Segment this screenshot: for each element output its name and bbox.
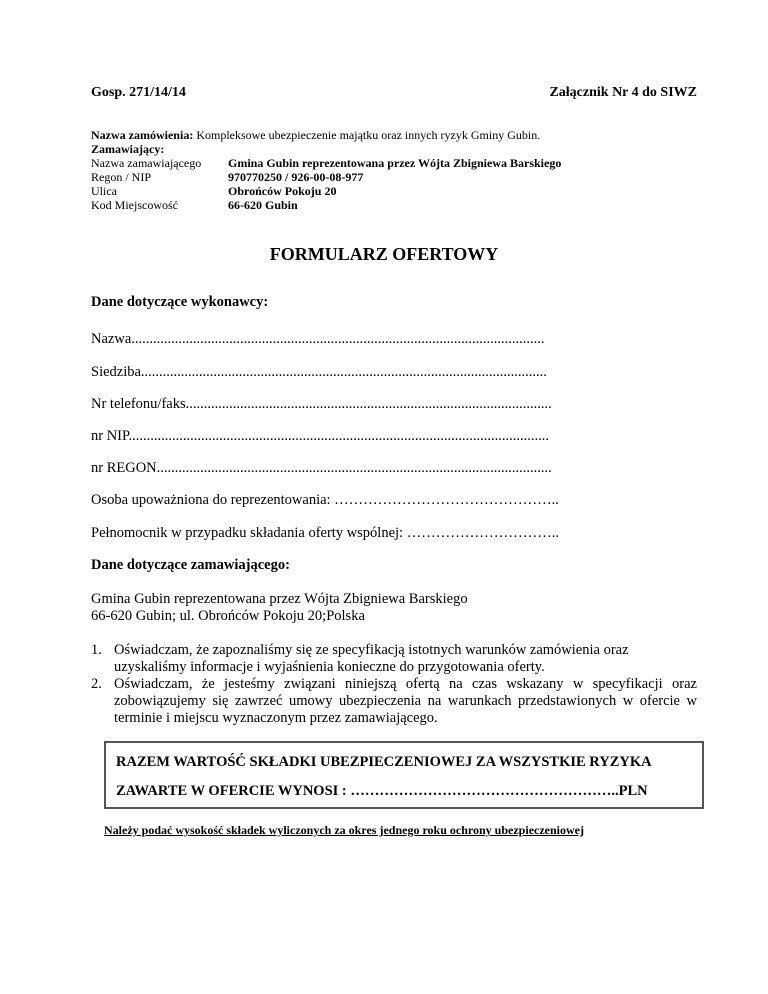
premium-note: Należy podać wysokość składek wyliczonych za okres jednego roku ochrony ubezpieczeniowej <box>104 823 584 837</box>
form-title: FORMULARZ OFERTOWY <box>269 244 499 264</box>
client-data-heading: Dane dotyczące zamawiającego: <box>91 557 290 573</box>
meta-key: Kod Miejscowość <box>91 198 178 212</box>
statement-text: Oświadczam, że zapoznaliśmy się ze specyfikacją istotnych warunków zamówienia oraz uzyskaliśmy informacje i wyjaśnienia konieczne do przygotowania oferty. <box>114 642 629 675</box>
meta-value: 970770250 / 926-00-08-977 <box>228 170 364 184</box>
meta-row-street <box>91 184 336 198</box>
attachment-label: Załącznik Nr 4 do SIWZ <box>549 85 697 100</box>
joint-offer-proxy-field[interactable]: Pełnomocnik w przypadku składania oferty wspólnej: ………………………….. <box>91 525 559 541</box>
order-name-label: Nazwa zamówienia: <box>91 128 194 142</box>
client-heading: Zamawiający: <box>91 142 165 156</box>
statement-item <box>91 642 697 676</box>
authorized-person-field[interactable]: Osoba upoważniona do reprezentowania: ……………………………………….. <box>91 492 559 508</box>
meta-row-name <box>91 156 561 170</box>
meta-key: Ulica <box>91 184 117 198</box>
statement-text: Oświadczam, że jesteśmy związani niniejszą ofertą na czas wskazany w specyfikacji oraz zobowiązujemy się zawrzeć umowy ubezpieczenia na warunkach przedstawionych w ofercie w terminie i miejscu wyznaczonym przez zamawiającego. <box>114 676 697 726</box>
contractor-regon-field[interactable]: nr REGON............................................................................................................. <box>91 460 552 476</box>
order-name-line <box>91 128 540 142</box>
client-name-line: Gmina Gubin reprezentowana przez Wójta Zbigniewa Barskiego <box>91 591 468 607</box>
order-name-value: Kompleksowe ubezpieczenie majątku oraz innych ryzyk Gminy Gubin. <box>193 128 541 142</box>
statements-list <box>91 642 697 727</box>
meta-key: Nazwa zamawiającego <box>91 156 202 170</box>
meta-value: 66-620 Gubin <box>228 198 298 212</box>
contractor-address-field[interactable]: Siedziba................................................................................................................ <box>91 364 547 380</box>
statement-item <box>91 676 697 727</box>
reference-number: Gosp. 271/14/14 <box>91 85 186 100</box>
contractor-name-field[interactable]: Nazwa.................................................................................................................. <box>91 331 545 347</box>
statement-number: 1. <box>91 642 102 658</box>
meta-key: Regon / NIP <box>91 170 151 184</box>
meta-row-city <box>91 198 298 212</box>
total-premium-line1: RAZEM WARTOŚĆ SKŁADKI UBEZPIECZENIOWEJ ZA WSZYSTKIE RYZYKA <box>116 754 652 770</box>
total-premium-line2[interactable]: ZAWARTE W OFERCIE WYNOSI : ………………………………………………..PLN <box>116 783 648 799</box>
total-premium-box <box>104 741 704 809</box>
meta-row-regon <box>91 170 363 184</box>
contractor-nip-field[interactable]: nr NIP.................................................................................................................... <box>91 428 549 444</box>
contractor-heading: Dane dotyczące wykonawcy: <box>91 294 269 310</box>
contractor-phone-field[interactable]: Nr telefonu/faks..................................................................................................... <box>91 396 552 412</box>
meta-value: Obrońców Pokoju 20 <box>228 184 337 198</box>
statement-number: 2. <box>91 676 102 692</box>
meta-value: Gmina Gubin reprezentowana przez Wójta Zbigniewa Barskiego <box>228 156 562 170</box>
client-address-line: 66-620 Gubin; ul. Obrońców Pokoju 20;Polska <box>91 608 365 624</box>
